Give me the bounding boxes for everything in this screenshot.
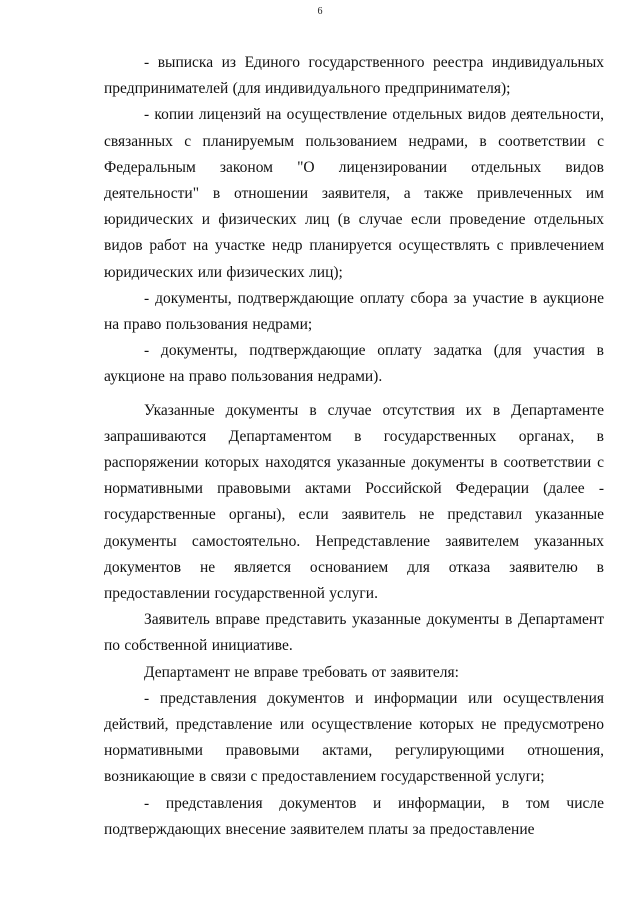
page-number: 6 (317, 6, 323, 17)
paragraph-deposit-payment: - документы, подтверждающие оплату задатка (для участия в аукционе на право пользования недрами). (104, 342, 604, 386)
paragraph-egrip-extract: - выписка из Единого государственного реестра индивидуальных предпринимателей (для индивидуального предпринимателя); (104, 54, 604, 98)
paragraph-license-copies: - копии лицензий на осуществление отдельных видов деятельности, связанных с планируемым пользованием недрами, в соответствии с Федеральным законом "О лицензировании отдельных видов деятельности" в отношении заявителя, а также привлеченных им юридических и физических лиц (в случае если проведение отдельных видов работ на участке недр планируется осуществлять с привлечением юридических или физических лиц); (104, 106, 604, 281)
paragraph-restriction-documents: - представления документов и информации, в том числе подтверждающих внесение заявителем платы за предоставление (104, 794, 604, 838)
paragraph-fee-payment: - документы, подтверждающие оплату сбора за участие в аукционе на право пользования недрами; (104, 289, 604, 334)
paragraph-documents-request: Указанные документы в случае отсутствия их в Департаменте запрашиваются Департаментом в государственных органах, в распоряжении которых находятся указанные документы в соответствии с нормативными правовыми актами Российской Федерации (далее - государственные органы), если заявитель не представил указанные документы самостоятельно. Непредставление заявителем указанных документов не является основанием для отказа заявителю в предоставлении государственной услуги. (104, 401, 604, 603)
paragraph-department-restrictions: Департамент не вправе требовать от заявителя: (144, 663, 459, 681)
paragraph-restriction-actions: - представления документов и информации или осуществления действий, представление или осуществление которых не предусмотрено нормативными правовыми актами, регулирующими отношения, возникающие в связи с предоставлением государственной услуги; (104, 689, 604, 786)
document-body (104, 50, 604, 843)
paragraph-own-initiative: Заявитель вправе представить указанные документы в Департамент по собственной инициативе. (104, 611, 604, 655)
